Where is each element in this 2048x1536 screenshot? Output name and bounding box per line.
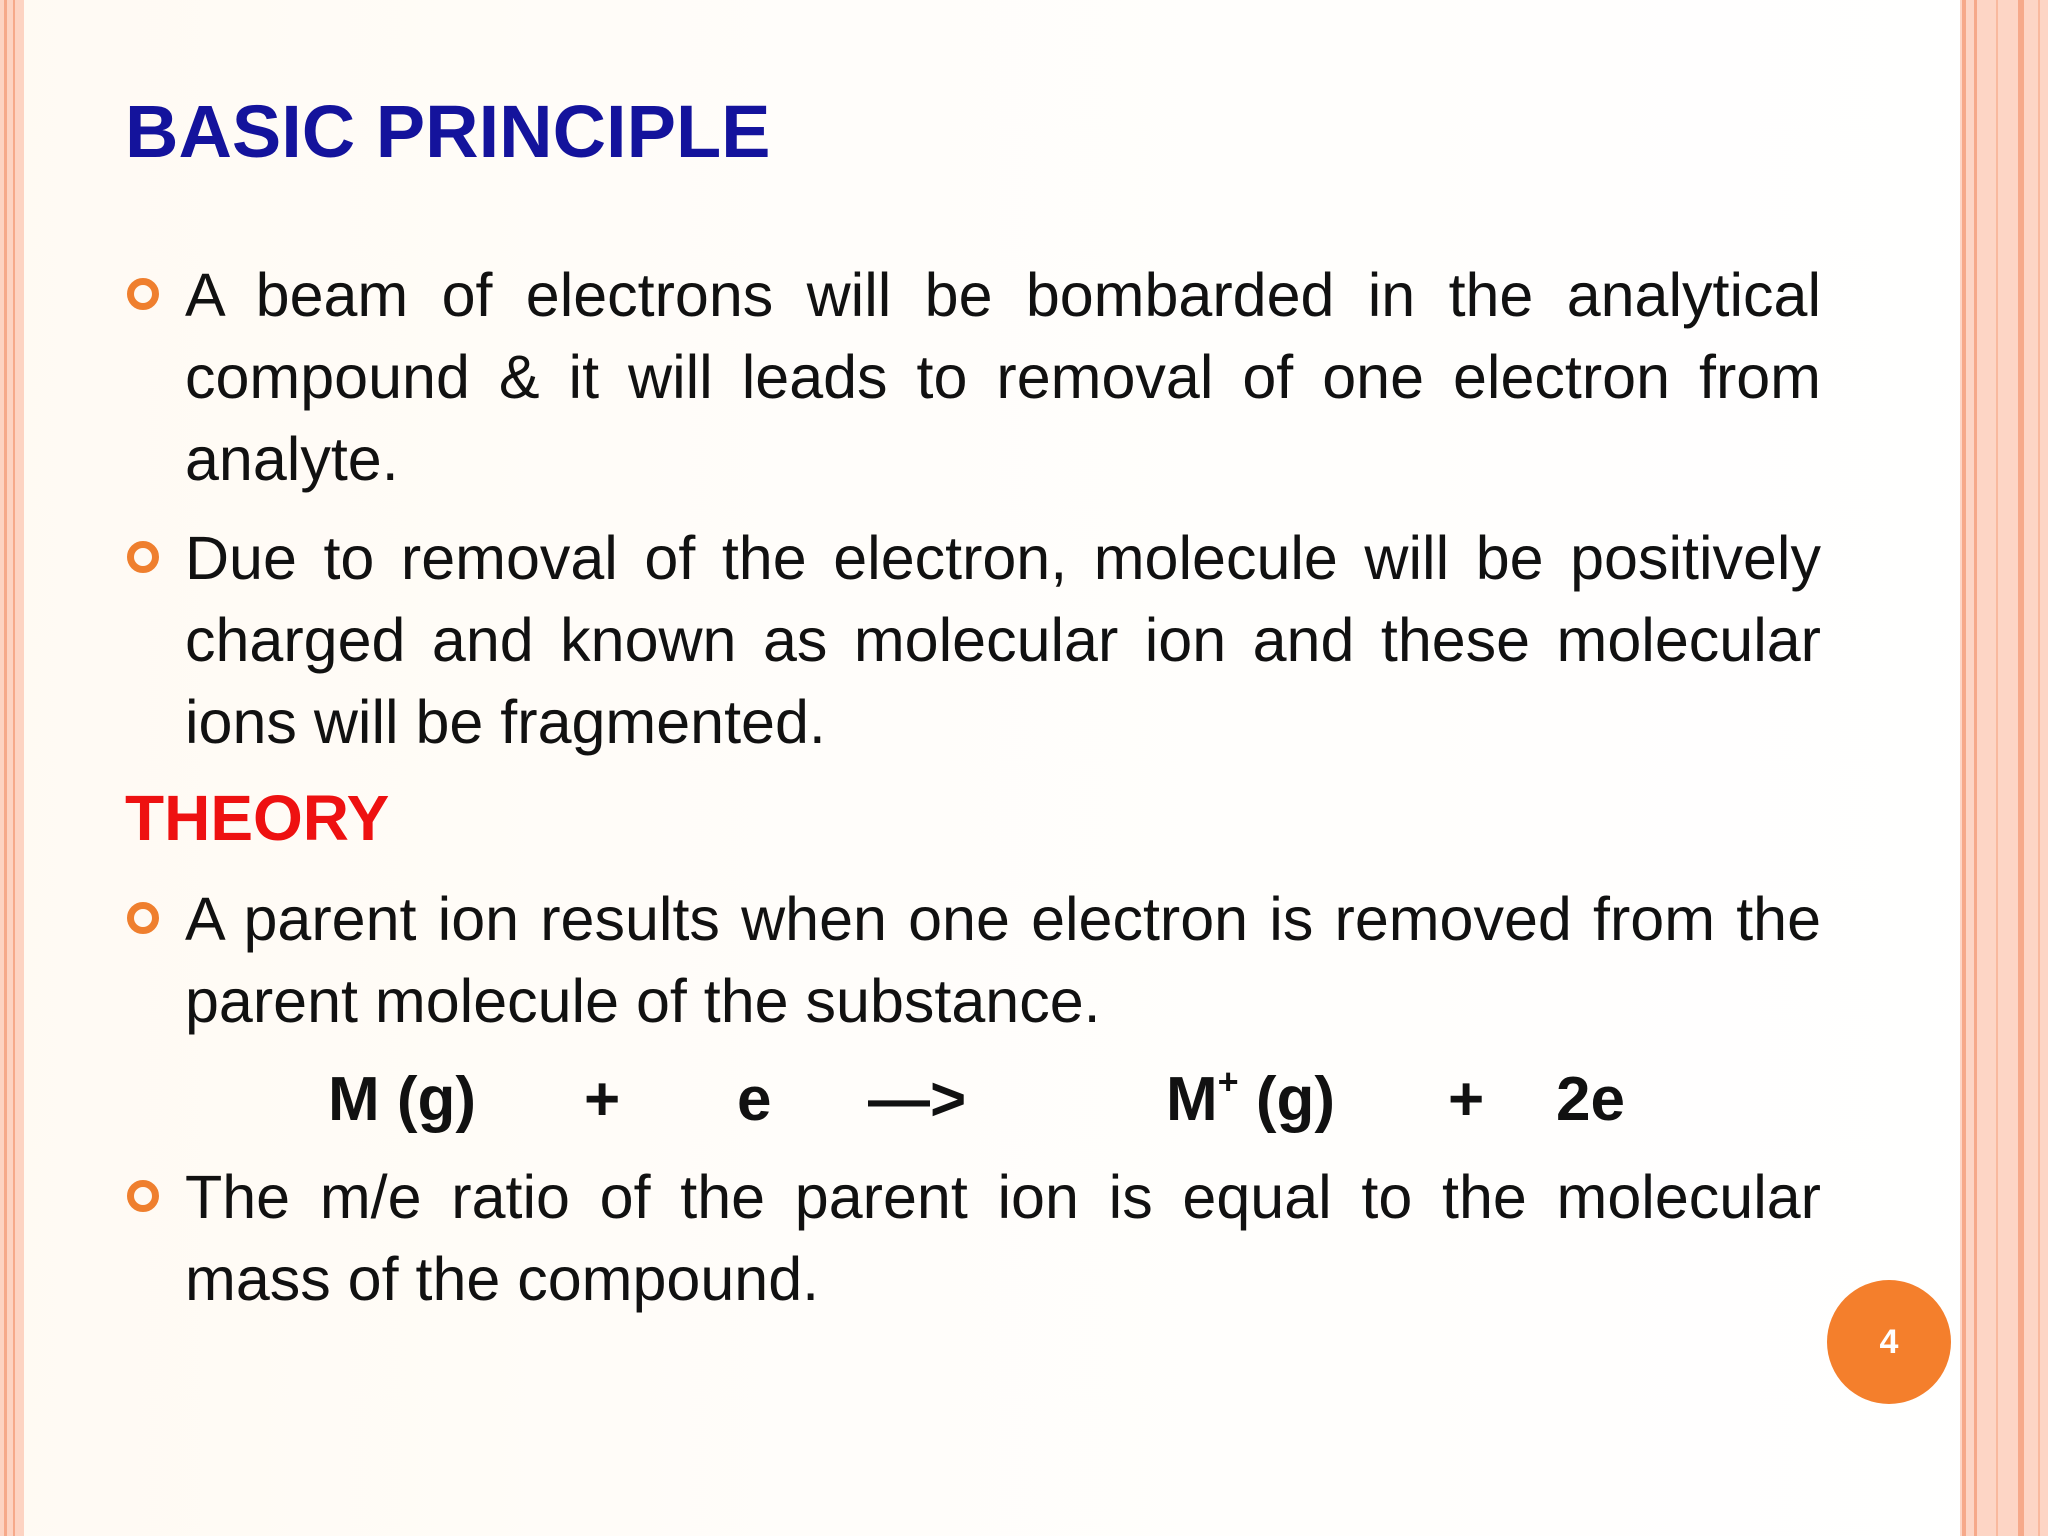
bullet-circle-icon [127, 1180, 159, 1212]
bullet-text: Due to removal of the electron, molecule will be positively charged and known as molecular ion and these molecular ions will be fragmented. [185, 524, 1821, 756]
bullet-circle-icon [127, 278, 159, 310]
equation-plus: + [1448, 1065, 1485, 1134]
right-border-line [2038, 0, 2040, 1536]
right-border-line [1974, 0, 1977, 1536]
equation-arrow: —> [868, 1065, 967, 1134]
right-border-line [2018, 0, 2024, 1536]
equation-product [1166, 1060, 1335, 1140]
left-border-decoration [0, 0, 24, 1536]
equation-product-base: M [1166, 1065, 1218, 1134]
page-number-badge: 4 [1827, 1280, 1951, 1404]
bullet-circle-icon [127, 902, 159, 934]
right-border-decoration [1960, 0, 2048, 1536]
right-border-line [1962, 0, 1966, 1536]
equation-plus: + [584, 1065, 621, 1134]
equation-electron: e [737, 1065, 772, 1134]
section-heading: THEORY [125, 782, 390, 854]
left-border-line [4, 0, 7, 1536]
bullet-text: The m/e ratio of the parent ion is equal to the molecular mass of the compound. [185, 1163, 1821, 1313]
equation-electrons-out: 2e [1556, 1065, 1625, 1134]
bullet-circle-icon [127, 541, 159, 573]
bullet-text: A parent ion results when one electron is removed from the parent molecule of the substance. [185, 885, 1821, 1035]
equation-reactant: M (g) [328, 1065, 477, 1134]
equation-product-charge: + [1217, 1061, 1239, 1102]
left-border-line [13, 0, 15, 1536]
bullet-text: A beam of electrons will be bombarded in the analytical compound & it will leads to removal of one electron from analyte. [185, 261, 1821, 493]
slide-title: BASIC PRINCIPLE [125, 90, 771, 173]
right-border-line [1996, 0, 1998, 1536]
equation-product-state: (g) [1238, 1065, 1336, 1134]
